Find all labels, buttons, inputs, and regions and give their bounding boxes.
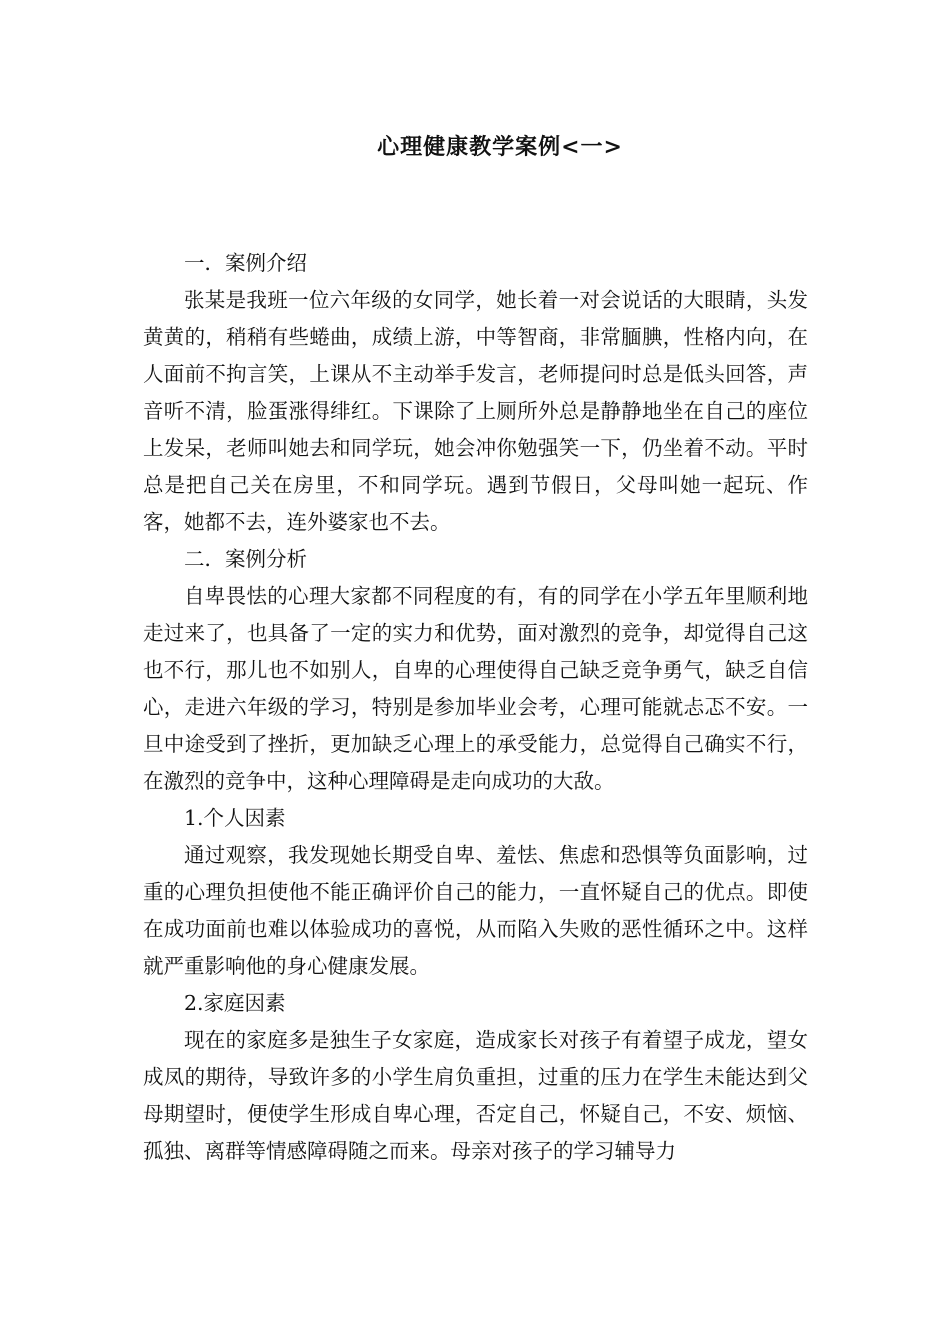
subheading-family-factors: 2.家庭因素 — [184, 991, 286, 1015]
section-heading-case-analysis: 二．案例分析 — [184, 547, 307, 571]
section-heading-case-intro: 一．案例介绍 — [184, 251, 307, 275]
subheading-personal-factors: 1.个人因素 — [184, 806, 286, 830]
document-title: 心理健康教学案例<一> — [377, 134, 623, 160]
document-body — [143, 245, 808, 1170]
paragraph-personal-factors: 通过观察，我发现她长期受自卑、羞怯、焦虑和恐惧等负面影响，过重的心理负担使他不能正确评价自己的能力，一直怀疑自己的优点。即使在成功面前也难以体验成功的喜悦，从而陷入失败的恶性循环之中。这样就严重影响他的身心健康发展。 — [143, 843, 808, 978]
paragraph-case-description: 张某是我班一位六年级的女同学，她长着一对会说话的大眼睛，头发黄黄的，稍稍有些蜷曲，成绩上游，中等智商，非常腼腆，性格内向，在人面前不拘言笑，上课从不主动举手发言，老师提问时总是低头回答，声音听不清，脸蛋涨得绯红。下课除了上厕所外总是静静地坐在自己的座位上发呆，老师叫她去和同学玩，她会冲你勉强笑一下，仍坐着不动。平时总是把自己关在房里，不和同学玩。遇到节假日，父母叫她一起玩、作客，她都不去，连外婆家也不去。 — [143, 288, 808, 534]
paragraph-family-factors: 现在的家庭多是独生子女家庭，造成家长对孩子有着望子成龙，望女成凤的期待，导致许多的小学生肩负重担，过重的压力在学生未能达到父母期望时，便使学生形成自卑心理，否定自己，怀疑自己，不安、烦恼、孤独、离群等情感障碍随之而来。母亲对孩子的学习辅导力 — [143, 1028, 808, 1163]
paragraph-analysis: 自卑畏怯的心理大家都不同程度的有，有的同学在小学五年里顺利地走过来了，也具备了一定的实力和优势，面对激烈的竞争，却觉得自己这也不行，那儿也不如别人，自卑的心理使得自己缺乏竞争勇气，缺乏自信心，走进六年级的学习，特别是参加毕业会考，心理可能就忐忑不安。一旦中途受到了挫折，更加缺乏心理上的承受能力，总觉得自己确实不行，在激烈的竞争中，这种心理障碍是走向成功的大敌。 — [143, 584, 808, 793]
